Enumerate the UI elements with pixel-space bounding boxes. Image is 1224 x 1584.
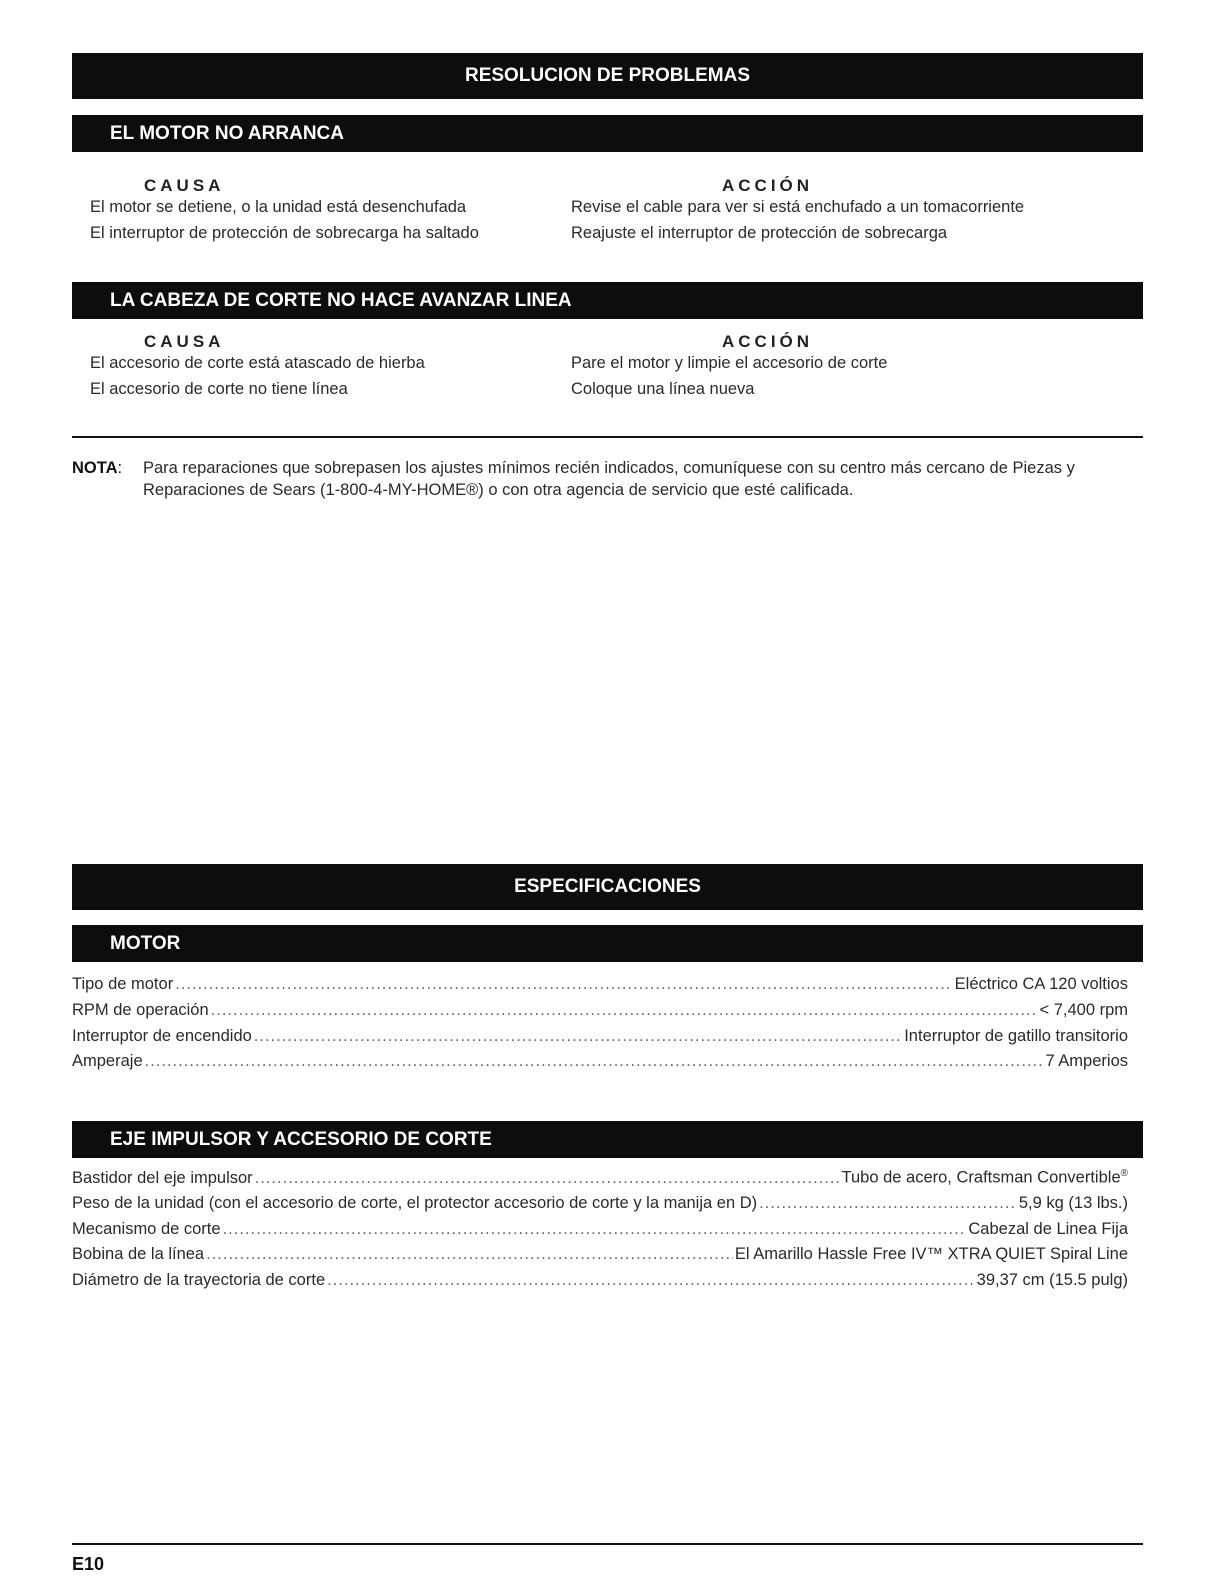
spec-row	[72, 1220, 1128, 1244]
spec-label: Mecanismo de corte	[72, 1220, 221, 1238]
spec-label: Diámetro de la trayectoria de corte	[72, 1271, 326, 1289]
leader-dots	[145, 1052, 1044, 1071]
action-header: ACCIÓN	[722, 332, 814, 351]
action-text: Revise el cable para ver si está enchufado a un tomacorriente	[571, 198, 1025, 216]
leader-dots	[175, 975, 952, 994]
section-title-drive: EJE IMPULSOR Y ACCESORIO DE CORTE	[72, 1121, 1143, 1158]
spec-label: Amperaje	[72, 1052, 143, 1070]
spec-value: 5,9 kg (13 lbs.)	[1018, 1194, 1128, 1212]
leader-dots	[206, 1245, 733, 1264]
leader-dots	[211, 1001, 1038, 1020]
leader-dots	[223, 1220, 967, 1239]
footer-divider	[72, 1543, 1143, 1545]
spec-row	[72, 1052, 1128, 1076]
spec-row	[72, 1168, 1128, 1192]
leader-dots	[327, 1271, 975, 1290]
spec-value: Cabezal de Linea Fija	[968, 1220, 1128, 1238]
action-text: Coloque una línea nueva	[571, 380, 755, 398]
cause-header: CAUSA	[144, 332, 225, 351]
spec-label: Tipo de motor	[72, 975, 174, 993]
action-text: Reajuste el interruptor de protección de sobrecarga	[571, 224, 948, 242]
cause-text: El accesorio de corte no tiene línea	[90, 380, 348, 398]
cause-text: El accesorio de corte está atascado de hierba	[90, 354, 425, 372]
spec-row	[72, 1001, 1128, 1025]
cause-header: CAUSA	[144, 176, 225, 195]
cause-text: El interruptor de protección de sobrecarga ha saltado	[90, 224, 479, 242]
section-title-motor: MOTOR	[72, 925, 1143, 962]
spec-row	[72, 975, 1128, 999]
troubleshooting-title: RESOLUCION DE PROBLEMAS	[72, 53, 1143, 99]
spec-value: Interruptor de gatillo transitorio	[904, 1027, 1128, 1045]
specifications-title: ESPECIFICACIONES	[72, 864, 1143, 910]
cause-text: El motor se detiene, o la unidad está desenchufada	[90, 198, 467, 216]
section-title-motor-no-start: EL MOTOR NO ARRANCA	[72, 115, 1143, 152]
spec-value: < 7,400 rpm	[1039, 1001, 1128, 1019]
page-number: E10	[72, 1554, 105, 1574]
registered-mark: ®	[1120, 1168, 1128, 1179]
spec-value: Tubo de acero, Craftsman Convertible®	[841, 1168, 1128, 1187]
spec-label: RPM de operación	[72, 1001, 209, 1019]
spec-label: Peso de la unidad (con el accesorio de corte, el protector accesorio de corte y la manija en D)	[72, 1194, 758, 1212]
spec-value: 7 Amperios	[1045, 1052, 1128, 1070]
leader-dots	[255, 1169, 840, 1188]
spec-value: El Amarillo Hassle Free IV™ XTRA QUIET Spiral Line	[734, 1245, 1128, 1263]
leader-dots	[254, 1027, 902, 1046]
spec-label: Bastidor del eje impulsor	[72, 1168, 253, 1187]
spec-row	[72, 1194, 1128, 1218]
note-text: Para reparaciones que sobrepasen los ajustes mínimos recién indicados, comuníquese con su centro más cercano de Piezas y Reparaciones de Sears (1-800-4-MY-HOME®) o con otra agencia de servicio que esté calificada.	[143, 459, 1075, 499]
action-text: Pare el motor y limpie el accesorio de corte	[571, 354, 888, 372]
action-header: ACCIÓN	[722, 176, 814, 195]
spec-row	[72, 1245, 1128, 1269]
spec-row	[72, 1027, 1128, 1051]
spec-label: Bobina de la línea	[72, 1245, 205, 1263]
leader-dots	[759, 1194, 1017, 1213]
spec-label: Interruptor de encendido	[72, 1027, 252, 1045]
section-title-head-no-advance: LA CABEZA DE CORTE NO HACE AVANZAR LINEA	[72, 282, 1143, 319]
spec-row	[72, 1271, 1128, 1295]
divider	[72, 436, 1143, 438]
spec-value: Eléctrico CA 120 voltios	[954, 975, 1128, 993]
spec-value: 39,37 cm (15.5 pulg)	[976, 1271, 1128, 1289]
note-label: NOTA:	[72, 459, 123, 477]
